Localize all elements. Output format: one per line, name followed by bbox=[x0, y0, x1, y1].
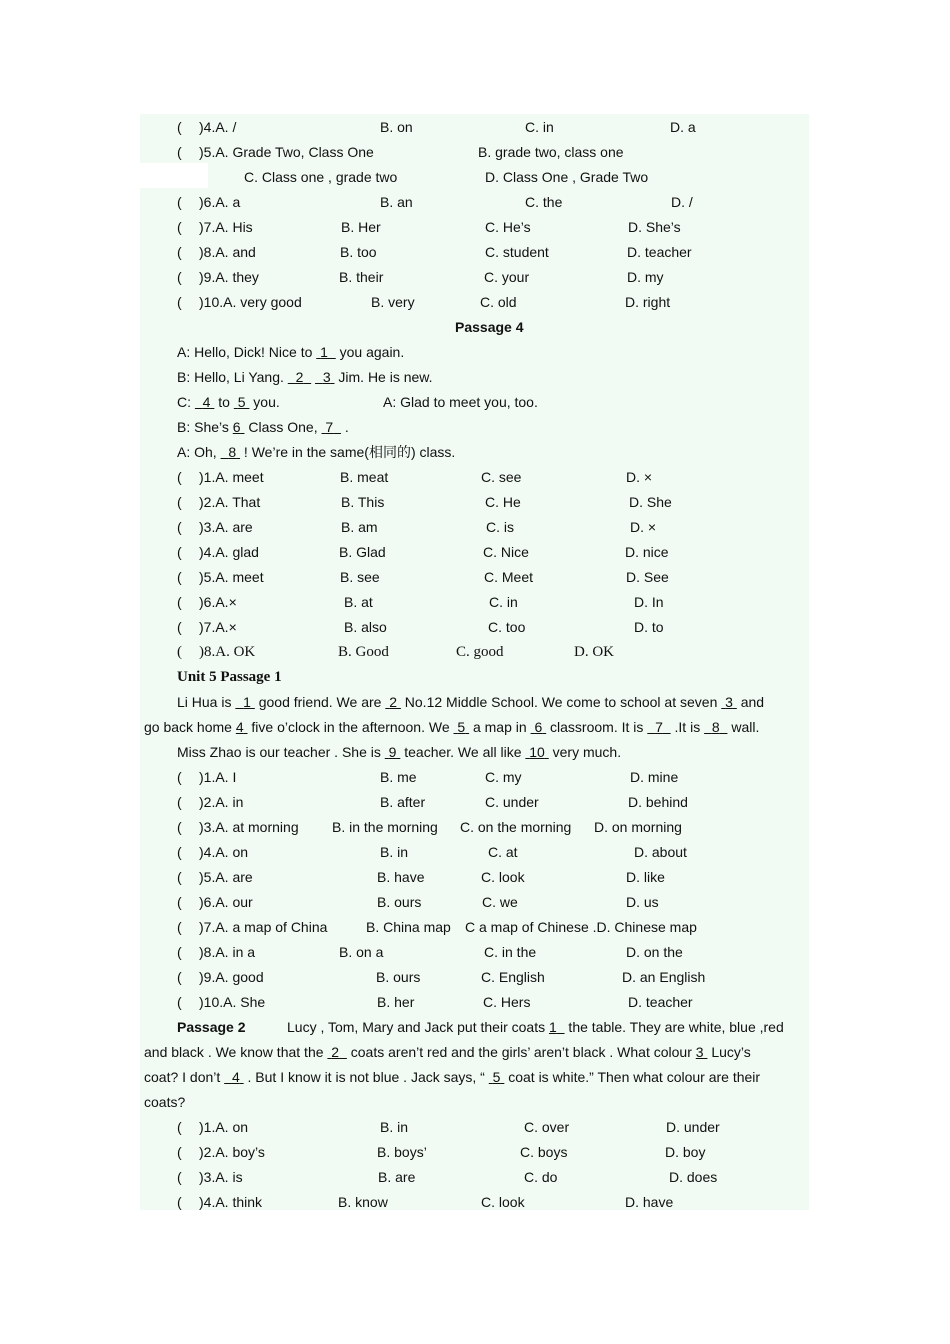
answer-blank: 7 bbox=[325, 419, 334, 435]
answer-blank: 5 bbox=[237, 394, 246, 410]
answer-blank: 4 bbox=[231, 1069, 240, 1085]
passage-title: Passage 2 bbox=[177, 1019, 246, 1035]
answer-blank: 1 bbox=[243, 694, 251, 710]
answer-blank: 3 bbox=[725, 694, 733, 710]
answer-blank: 4 bbox=[202, 394, 211, 410]
answer-blank: 8 bbox=[228, 444, 237, 460]
answer-blank: 1 bbox=[320, 344, 328, 360]
answer-blank: 3 bbox=[322, 369, 331, 385]
answer-blank: 7 bbox=[655, 719, 663, 735]
answer-blank: 3 bbox=[695, 1044, 704, 1060]
answer-blank: 2 bbox=[389, 694, 397, 710]
passage-title: Passage 4 bbox=[455, 319, 524, 335]
answer-blank: 4 bbox=[235, 719, 244, 735]
answer-blank: 8 bbox=[711, 719, 720, 735]
answer-blank: 2 bbox=[295, 369, 304, 385]
answer-blank: 6 bbox=[534, 719, 543, 735]
answer-blank: 5 bbox=[457, 719, 466, 735]
answer-blank: 5 bbox=[492, 1069, 501, 1085]
answer-blank: 1 bbox=[548, 1019, 557, 1035]
unit-title: Unit 5 Passage 1 bbox=[177, 669, 282, 685]
answer-blank: 2 bbox=[331, 1044, 340, 1060]
answer-blank: 9 bbox=[388, 744, 397, 760]
document-content: ( )4.A. / B. on C. in D. a ( )5.A. Grade Two, Class One B. grade two, class one C. Class one , grade two D. Class One , Grade Two ( )6.A. a B. an C. the D. / ( )7.A. His B. Her C. He’s D. She’s ( )8.A. and B. too C. student D. teacher ( )9.A. they B. their C. your D. my ( )10.A. very good B. very C. old D. right Passage 4 A: Hello, Dick! Nice to 1 you again. B: Hello, Li Yang. 2 3 Jim. He is new. C: 4 to 5 you. A: Glad to meet you, too. B: She’s 6 Class One, 7 . A: Oh, 8 ! We’re in the same(相同的) class. ( )1.A. meet B. meat C. see D. × ( )2.A. That B. This C. He D. She ( )3.A. are B. am C. is D. × ( )4.A. glad B. Glad C. Nice D. nice ( )5.A. meet B. see C. Meet D. See ( )6.A.× B. at C. in D. In ( )7.A.× B. also C. too D. to ( )8.A. OK B. Good C. good D. OK Unit 5 Passage 1 Li Hua is 1 good friend. We are 2 No.12 Middle School. We come to school at seven 3 and go back home 4 five o’clock in the afternoon. We 5 a map in 6 classroom. It is 7 .It is 8 wall. Miss Zhao is our teacher . She is 9 teacher. We all like 10 very much. ( )1.A. I B. me C. my D. mine ( )2.A. in B. after C. under D. behind ( )3.A. at morning B. in the morning C. on the morning D. on morning ( )4.A. on B. in C. at D. about ( )5.A. are B. have C. look D. like ( )6.A. our B. ours C. we D. us ( )7.A. a map of China B. China map C a map of Chinese .D. Chinese map ( )8.A. in a B. on a C. in the D. on the ( )9.A. good B. ours C. English D. an English ( )10.A. She B. her C. Hers D. teacher Passage 2 Lucy , Tom, Mary and Jack put their coats 1 the table. They are white, blue ,red and black . We know that the 2 coats aren’t red and the girls’ aren’t black . What colour 3 Lucy’s coat? I don’t 4 . But I know it is not blue . Jack says, “ 5 coat is white.” Then what colour are their coats? ( )1.A. on B. in C. over D. under ( )2.A. boy’s B. boys’ C. boys D. boy ( )3.A. is B. are C. do D. does ( )4.A. think B. know C. look D. have bbox=[144, 119, 784, 1210]
answer-blank: 10 bbox=[529, 744, 545, 760]
answer-blank: 6 bbox=[232, 419, 241, 435]
